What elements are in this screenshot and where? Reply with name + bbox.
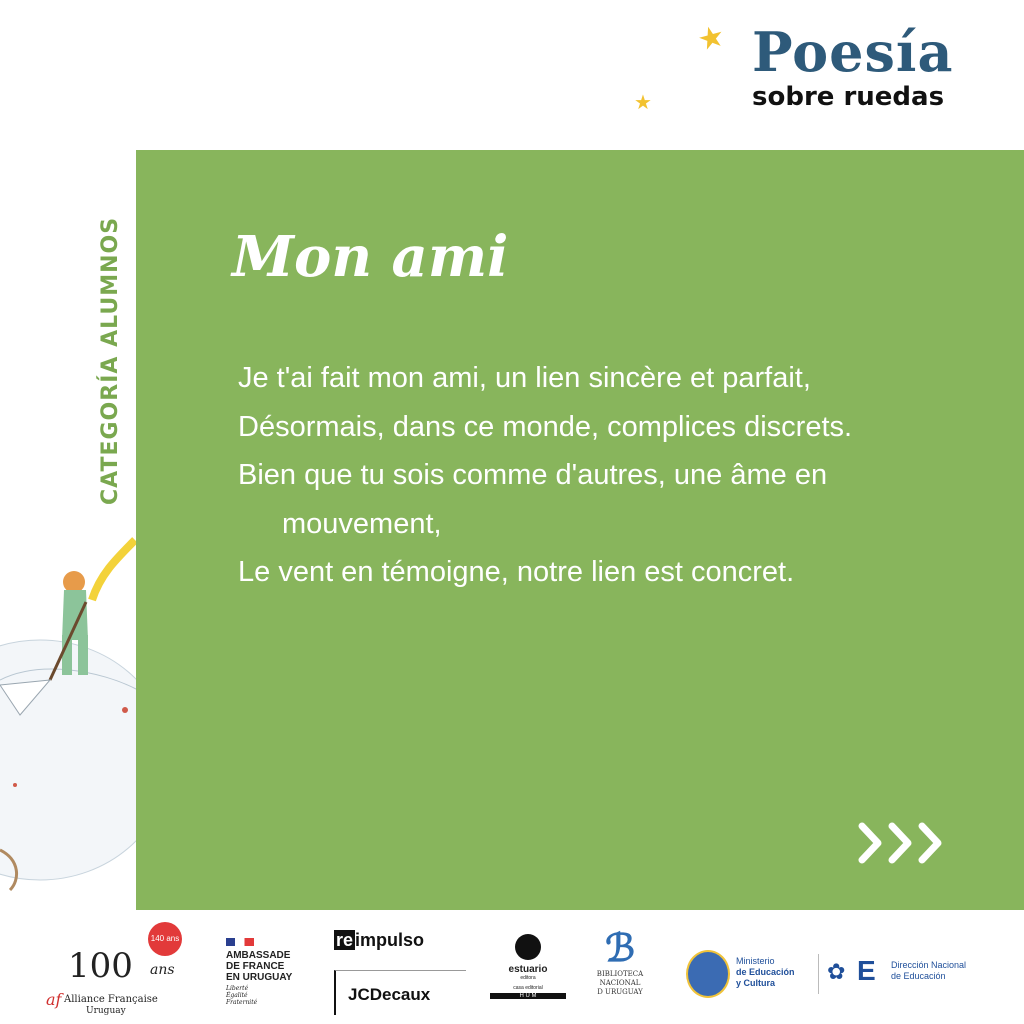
star-icon: ★ [634, 90, 652, 114]
category-label: CATEGORÍA ALUMNOS [98, 216, 123, 505]
jcdecaux-text: JCDecaux [348, 985, 431, 1004]
direccion-line: de Educación [891, 971, 946, 981]
estuario-icon [515, 934, 541, 960]
star-icon: ★ [693, 18, 729, 59]
estuario-name: estuario [508, 964, 548, 975]
reimpulso-text: impulso [355, 930, 425, 950]
ambassade-motto: Fraternité [226, 999, 258, 1006]
direccion-nacional-logo [818, 954, 989, 994]
ministerio-line: de Educación [736, 967, 795, 977]
biblioteca-line: NACIONAL [599, 979, 641, 987]
ambassade-motto: Égalité [226, 992, 248, 999]
ambassade-motto: Liberté [226, 985, 249, 992]
dne-e-icon: E [857, 955, 876, 986]
direccion-line: Dirección Nacional [891, 960, 967, 970]
alliance-name: Alliance Française [64, 994, 158, 1005]
ambassade-line: AMBASSADE [226, 950, 291, 961]
ambassade-line: EN URUGUAY [226, 972, 293, 983]
poem-title: Mon ami [232, 224, 509, 290]
ministerio-logo [686, 950, 810, 1000]
ministerio-line: y Cultura [736, 978, 776, 988]
poem-line: Désormais, dans ce monde, complices discrets. [238, 410, 853, 443]
jcdecaux-logo [334, 970, 466, 1015]
next-arrow-icon[interactable] [856, 818, 956, 868]
biblioteca-nacional-logo [590, 926, 650, 1018]
reimpulso-logo [334, 930, 464, 960]
biblioteca-line: D URUGUAY [597, 988, 643, 996]
poem-line: Je t'ai fait mon ami, un lien sincère et parfait, [238, 362, 811, 394]
poem-text [238, 354, 878, 597]
alliance-af: af [46, 990, 62, 1009]
estuario-logo [490, 934, 566, 1014]
logo-main-text: Poesía [752, 20, 954, 84]
alliance-100: 100 [68, 946, 133, 986]
estuario-sub: editora [520, 975, 536, 981]
alliance-ans: ans [150, 962, 175, 978]
biblioteca-line: BIBLIOTECA [596, 970, 644, 978]
logo-sub-text: sobre ruedas [752, 82, 945, 112]
poem-line: Le vent en témoigne, notre lien est concret. [238, 556, 795, 588]
poem-line: Bien que tu sois comme d'autres, une âme en mouvement, [238, 459, 828, 540]
sponsor-footer [0, 910, 1024, 1024]
alliance-francaise-logo [46, 920, 186, 1015]
uruguay-coat-of-arms-icon [686, 950, 730, 998]
reimpulso-re: re [336, 930, 354, 950]
ambassade-france-logo [226, 938, 316, 1018]
french-flag-icon [226, 938, 254, 946]
estuario-hum: H U M [490, 993, 566, 999]
dne-dots-icon: ✿ [827, 959, 846, 984]
badge-140-ans: 140 ans [148, 922, 182, 956]
poesia-logo [752, 22, 1004, 126]
little-prince-illustration [0, 530, 138, 910]
biblioteca-monogram-icon: ℬ [605, 925, 635, 970]
estuario-casa: casa editorial [513, 985, 543, 991]
poem-panel [136, 150, 1024, 910]
alliance-country: Uruguay [86, 1006, 126, 1016]
ministerio-line: Ministerio [736, 956, 775, 966]
ambassade-line: DE FRANCE [226, 961, 285, 972]
